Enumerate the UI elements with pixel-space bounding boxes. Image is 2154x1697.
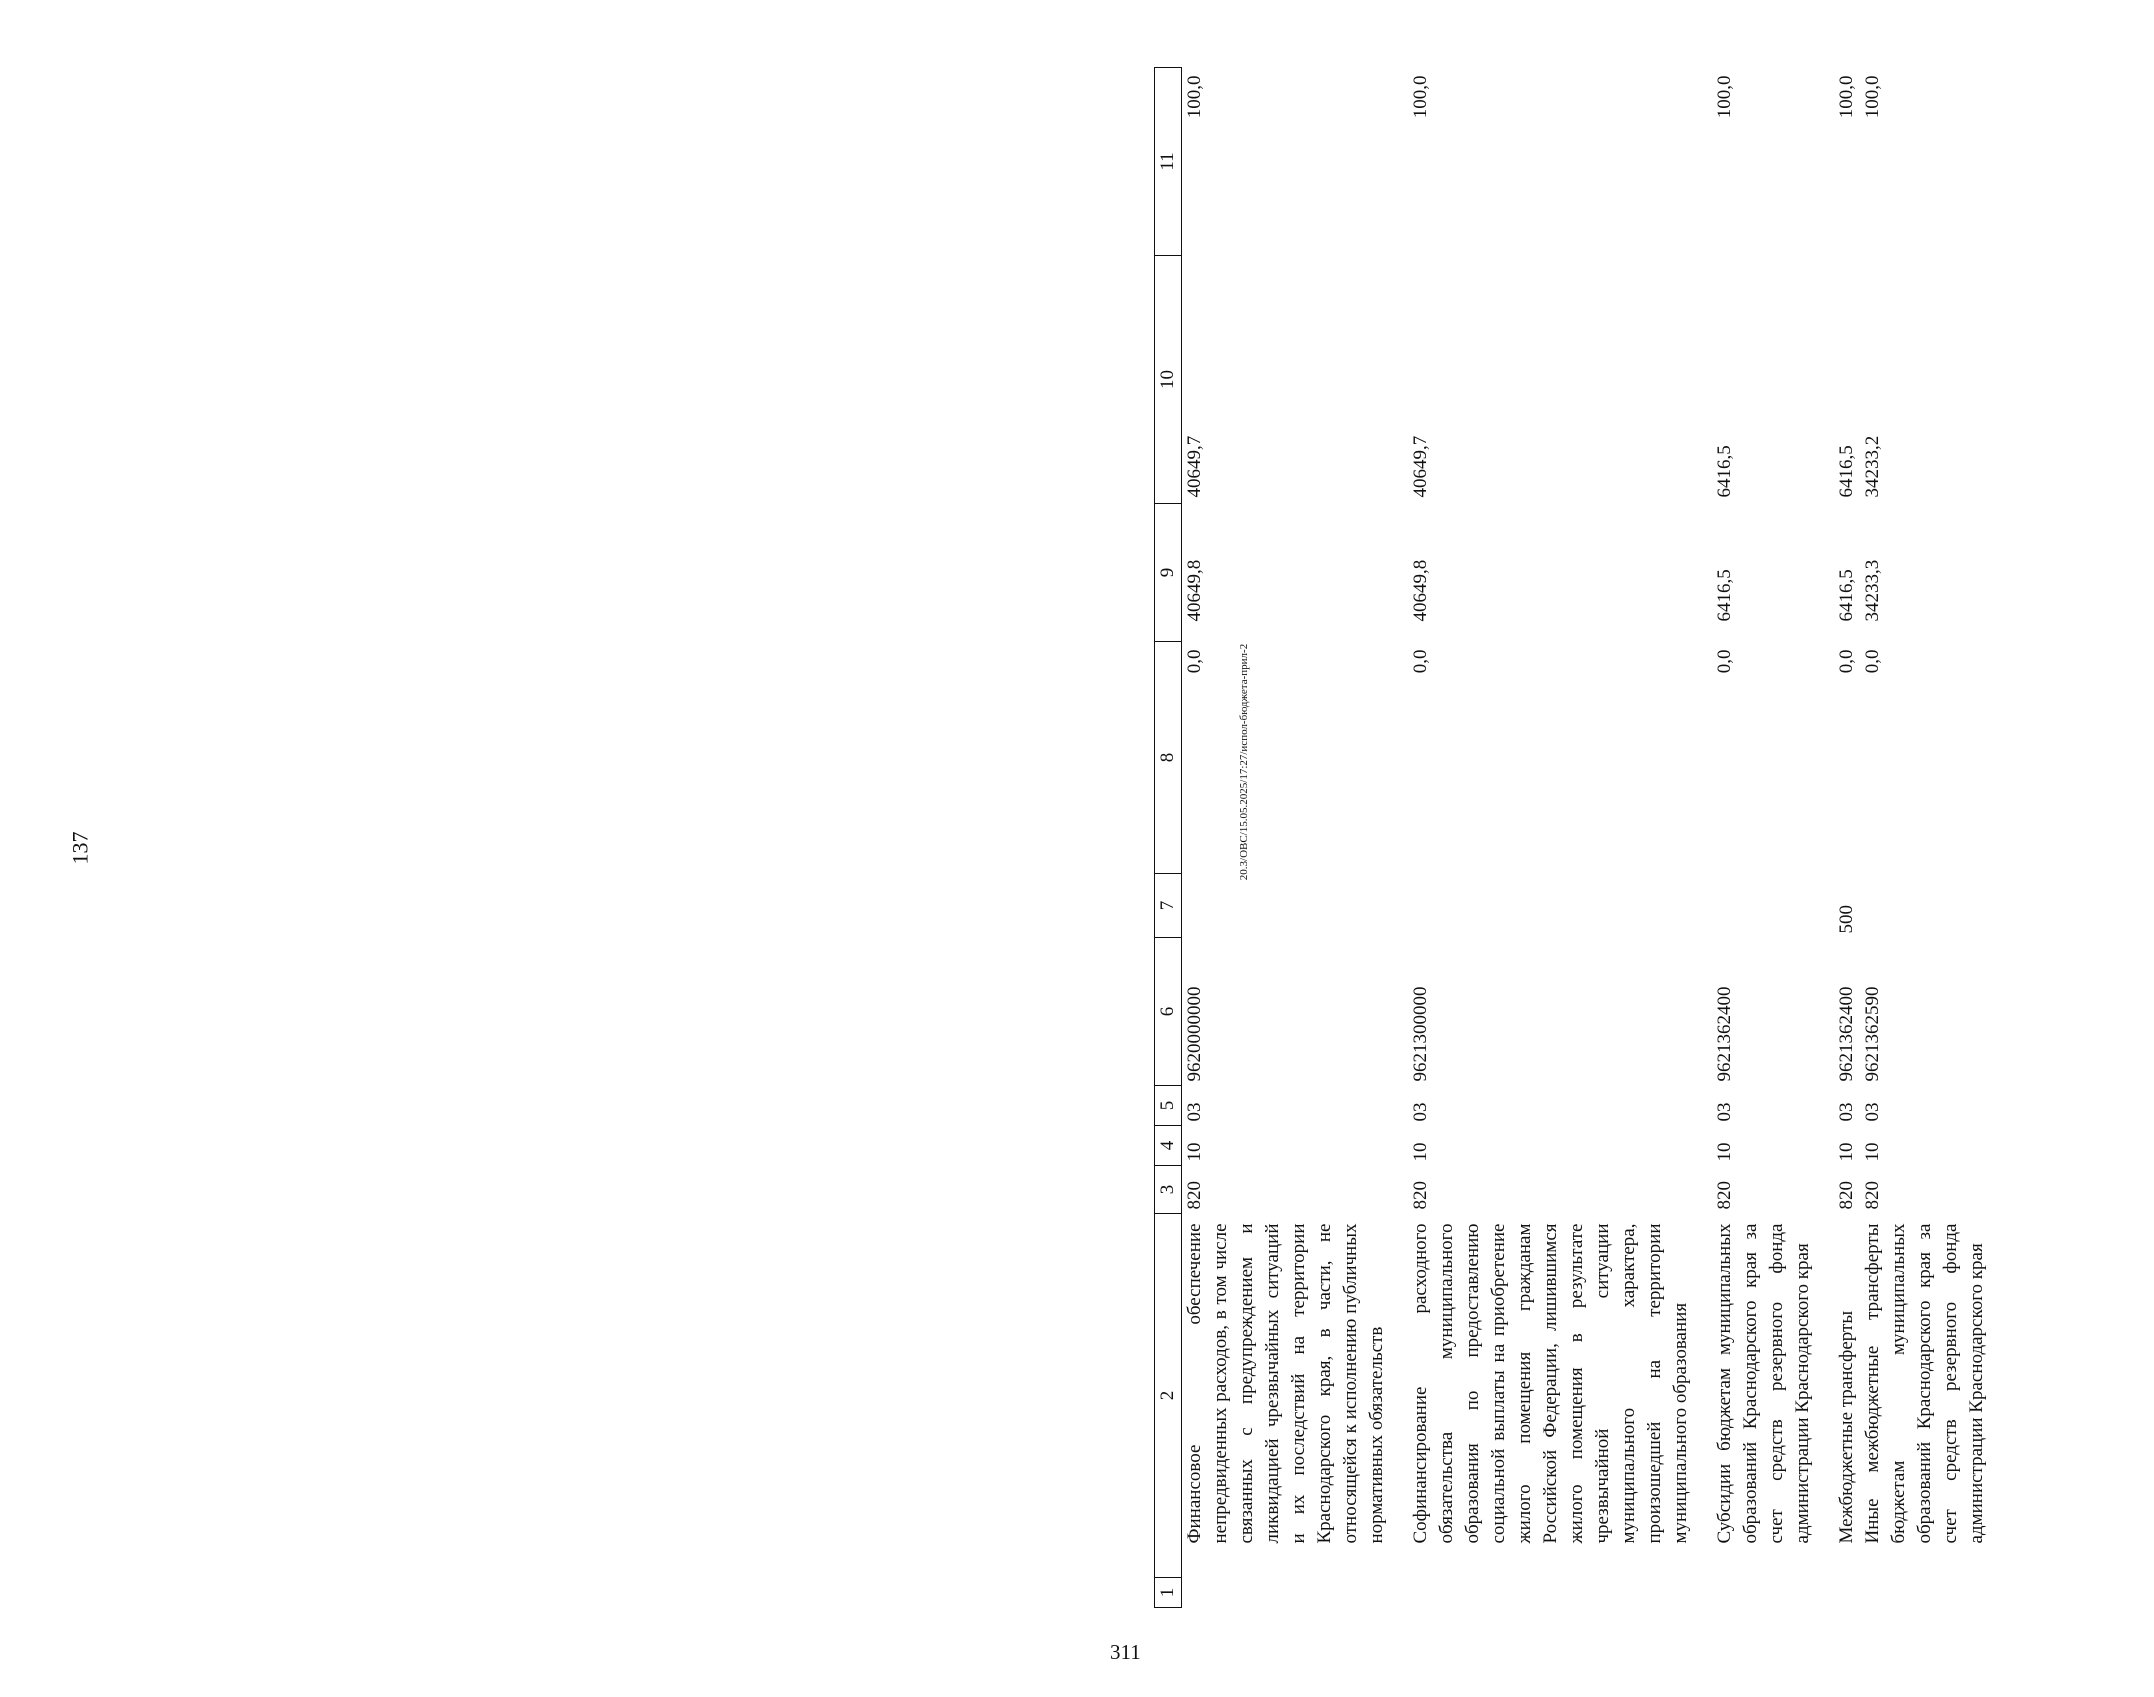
cell-col-7 [1182,874,1391,938]
cell-col-5: 03 [1714,1102,1735,1122]
header-col-2: 2 [1155,1214,1182,1578]
cell-col-10: 34233,2 [1862,435,1883,498]
header-col-9: 9 [1155,504,1182,642]
cell-col-8: 0,0 [1836,649,1857,674]
cell-col-5: 03 [1836,1102,1857,1122]
cell-col-1 [1712,1578,1816,1608]
cell-col-1 [1408,1578,1694,1608]
cell-col-6: 9620000000 [1184,986,1205,1082]
header-col-3: 3 [1155,1166,1182,1214]
spacer-cell [1694,68,1712,1608]
cell-col-4: 10 [1714,1142,1735,1162]
header-col-1: 1 [1155,1578,1182,1608]
cell-col-5: 03 [1184,1102,1205,1122]
cell-col-9: 40649,8 [1184,559,1205,622]
cell-col-1 [1834,1578,1860,1608]
cell-col-3: 820 [1862,1181,1883,1210]
cell-col-4: 10 [1410,1142,1431,1162]
cell-col-11: 100,0 [1836,75,1857,119]
cell-col-11: 100,0 [1184,75,1205,119]
header-col-6: 6 [1155,938,1182,1086]
cell-col-10: 6416,5 [1714,445,1735,498]
header-col-5: 5 [1155,1086,1182,1126]
table-row [1408,68,1694,1608]
cell-col-10: 40649,7 [1184,435,1205,498]
cell-col-9: 6416,5 [1714,569,1735,622]
cell-col-6: 9621362400 [1836,986,1857,1082]
cell-col-11: 100,0 [1714,75,1735,119]
cell-col-9: 40649,8 [1410,559,1431,622]
cell-col-5: 03 [1410,1102,1431,1122]
cell-col-6: 9621362590 [1862,986,1883,1082]
spacer-cell [1390,68,1408,1608]
cell-name: Софинансирование расходного обязательства муниципального образования по предоставлению социальной выплаты на приобретение жилого помещения гражданам Российской Федерации, лишившимся жилого помещения в результате чрезвычайной ситуации муниципального характера, произошедшей на территории муниципального образования [1410,1223,1691,1544]
cell-col-8: 0,0 [1410,649,1431,674]
cell-col-3: 820 [1184,1181,1205,1210]
spacer-cell [1816,68,1834,1608]
cell-col-9: 6416,5 [1836,569,1857,622]
cell-col-7 [1860,874,1990,938]
cell-col-3: 820 [1714,1181,1735,1210]
cell-col-4: 10 [1862,1142,1883,1162]
cell-col-8: 0,0 [1184,649,1205,674]
cell-col-10: 6416,5 [1836,445,1857,498]
cell-col-8: 0,0 [1714,649,1735,674]
cell-col-6: 9621300000 [1410,986,1431,1082]
cell-col-11: 100,0 [1862,75,1883,119]
cell-name: Иные межбюджетные трансферты бюджетам муниципальных образований Краснодарского края за счет средств резервного фонда администрации Краснодарского края [1862,1223,1987,1544]
header-col-8: 8 [1155,642,1182,874]
cell-col-11: 100,0 [1410,75,1431,119]
cell-col-1 [1860,1578,1990,1608]
table-row [1712,68,1816,1608]
table-row [1860,68,1990,1608]
row-spacer [1694,68,1712,1608]
budget-table [1154,67,1990,1608]
header-col-11: 11 [1155,68,1182,256]
page-number: 137 [67,831,93,865]
cell-col-4: 10 [1836,1142,1857,1162]
cell-col-7: 500 [1836,905,1857,934]
cell-col-10: 40649,7 [1410,435,1431,498]
cell-col-5: 03 [1862,1102,1883,1122]
footer-code: 20.3/ОВС/15.05.2025/17:27/испол-бюджета-прил-2 [1238,643,1250,881]
cell-col-9: 34233,3 [1862,559,1883,622]
cell-col-6: 9621362400 [1714,986,1735,1082]
cell-name: Субсидии бюджетам муниципальных образований Краснодарского края за счет средств резервного фонда администрации Краснодарского края [1714,1223,1813,1544]
header-col-4: 4 [1155,1126,1182,1166]
header-col-10: 10 [1155,256,1182,504]
table-row [1834,68,1860,1608]
cell-col-3: 820 [1410,1181,1431,1210]
header-row [1155,68,1182,1608]
cell-col-4: 10 [1184,1142,1205,1162]
cell-col-8: 0,0 [1862,649,1883,674]
budget-table-rotated [1154,68,2154,1608]
cell-col-1 [1182,1578,1391,1608]
cell-col-7 [1408,874,1694,938]
sheet-number: 311 [1110,1640,1141,1664]
header-col-7: 7 [1155,874,1182,938]
table-row [1182,68,1391,1608]
cell-col-3: 820 [1836,1181,1857,1210]
row-spacer [1390,68,1408,1608]
row-spacer [1816,68,1834,1608]
cell-col-7 [1712,874,1816,938]
cell-name: Межбюджетные трансферты [1836,1310,1857,1544]
cell-name: Финансовое обеспечение непредвиденных расходов, в том числе связанных с предупреждением и ликвидацией чрезвычайных ситуаций и их последствий на территории Краснодарского края, в части, не относящейся к исполнению публичных нормативных обязательств [1184,1223,1387,1544]
